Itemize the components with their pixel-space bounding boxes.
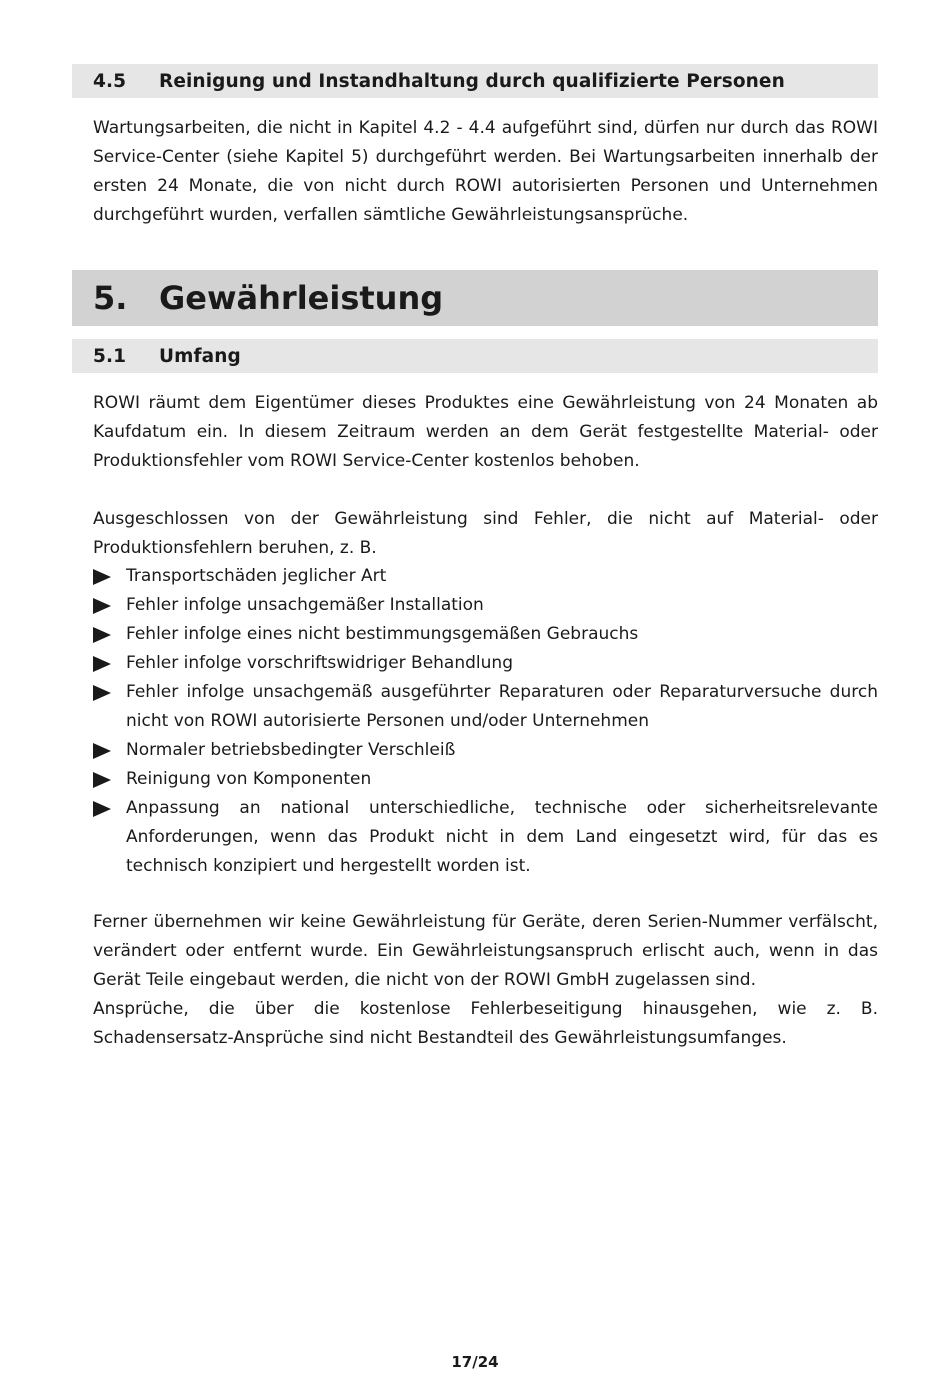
warranty-scope-paragraph: ROWI räumt dem Eigentümer dieses Produktes eine Gewährleistung von 24 Monaten ab Kaufdatum ein. In diesem Zeitraum werden an dem Gerät festgestellte Material- oder Produktionsfehler vom ROWI Service-Center kostenlos behoben.	[93, 393, 878, 471]
list-item-text: Normaler betriebsbedingter Verschleiß	[126, 740, 456, 760]
list-item	[93, 794, 878, 881]
list-item	[93, 736, 878, 765]
section-number: 4.5	[93, 70, 127, 92]
chapter-heading-5	[72, 270, 878, 326]
chapter-number: 5.	[93, 279, 128, 317]
triangle-bullet-icon	[93, 801, 111, 817]
exclusions-intro-paragraph: Ausgeschlossen von der Gewährleistung sind Fehler, die nicht auf Material- oder Produktionsfehlern beruhen, z. B.	[93, 509, 878, 558]
exclusions-list	[93, 562, 878, 881]
section-number: 5.1	[93, 345, 127, 367]
section-heading-5-1	[72, 339, 878, 373]
chapter-title: Gewährleistung	[159, 279, 444, 317]
list-item	[93, 562, 878, 591]
section-title: Reinigung und Instandhaltung durch qualifizierte Personen	[159, 70, 785, 92]
list-item-text: Transportschäden jeglicher Art	[126, 566, 387, 586]
section-4-5-paragraph: Wartungsarbeiten, die nicht in Kapitel 4.2 - 4.4 aufgeführt sind, dürfen nur durch das ROWI Service-Center (siehe Kapitel 5) durchgeführt werden. Bei Wartungsarbeiten innerhalb der ersten 24 Monate, die von nicht durch ROWI autorisierten Personen und Unternehmen durchgeführt wurden, verfallen sämtliche Gewährleistungsansprüche.	[93, 118, 878, 225]
triangle-bullet-icon	[93, 656, 111, 672]
section-title: Umfang	[159, 345, 241, 367]
list-item-text: Fehler infolge vorschriftswidriger Behandlung	[126, 653, 513, 673]
triangle-bullet-icon	[93, 772, 111, 788]
list-item-text: Anpassung an national unterschiedliche, technische oder sicherheitsrelevante Anforderungen, wenn das Produkt nicht in dem Land eingesetzt wird, für das es technisch konzipiert und hergestellt worden ist.	[126, 798, 878, 876]
claims-paragraph: Ansprüche, die über die kostenlose Fehlerbeseitigung hinausgehen, wie z. B. Schadensersatz-Ansprüche sind nicht Bestandteil des Gewährleistungsumfanges.	[93, 999, 878, 1048]
list-item	[93, 591, 878, 620]
list-item	[93, 678, 878, 736]
list-item	[93, 765, 878, 794]
triangle-bullet-icon	[93, 685, 111, 701]
triangle-bullet-icon	[93, 743, 111, 759]
list-item-text: Reinigung von Komponenten	[126, 769, 372, 789]
list-item	[93, 649, 878, 678]
list-item	[93, 620, 878, 649]
triangle-bullet-icon	[93, 569, 111, 585]
triangle-bullet-icon	[93, 627, 111, 643]
list-item-text: Fehler infolge unsachgemäß ausgeführter Reparaturen oder Reparaturversuche durch nicht von ROWI autorisierte Personen und/oder Unternehmen	[126, 682, 878, 731]
list-item-text: Fehler infolge unsachgemäßer Installation	[126, 595, 484, 615]
list-item-text: Fehler infolge eines nicht bestimmungsgemäßen Gebrauchs	[126, 624, 639, 644]
serial-number-paragraph: Ferner übernehmen wir keine Gewährleistung für Geräte, deren Serien-Nummer verfälscht, verändert oder entfernt wurde. Ein Gewährleistungsanspruch erlischt auch, wenn in das Gerät Teile eingebaut werden, die nicht von der ROWI GmbH zugelassen sind.	[93, 912, 878, 990]
page-number: 17/24	[451, 1353, 499, 1371]
triangle-bullet-icon	[93, 598, 111, 614]
section-heading-4-5	[72, 64, 878, 98]
